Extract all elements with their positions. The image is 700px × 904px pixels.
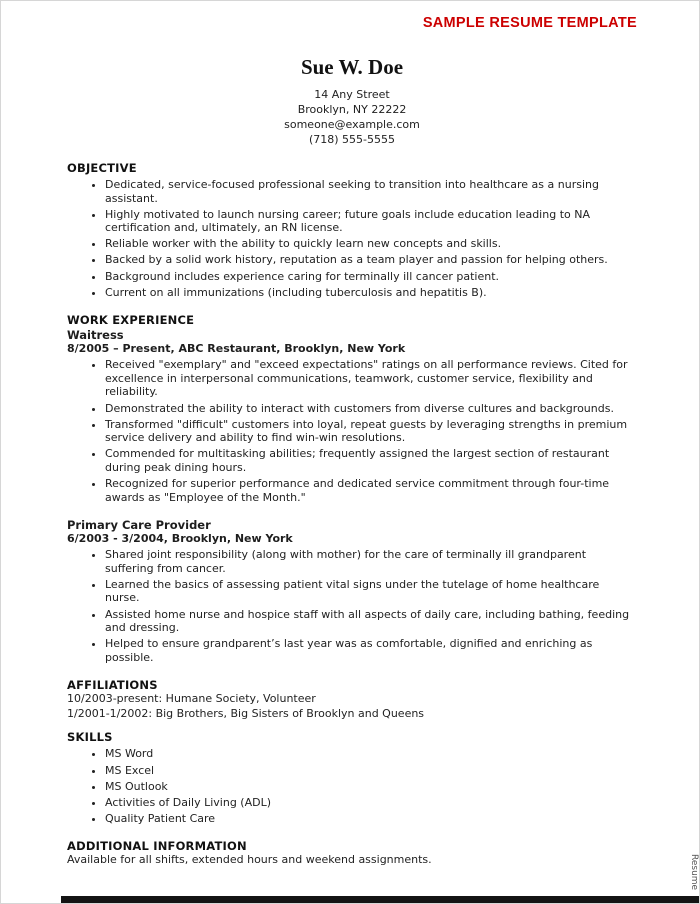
additional-information-text: Available for all shifts, extended hours and weekend assignments.: [67, 853, 432, 867]
section-affiliations: [67, 678, 637, 721]
section-skills: [67, 730, 637, 825]
phone-text: (718) 555-5555: [308, 133, 396, 146]
bullet-item: • Activities of Daily Living (ADL): [105, 796, 637, 810]
bullet-item: • Background includes experience caring for terminally ill cancer patient.: [105, 270, 637, 284]
resume-header: [67, 55, 637, 147]
bullet-item: • Received "exemplary" and "exceed expectations" ratings on all performance reviews. Cited for excellence in interpersonal communications, teamwork, customer service, flexibility and reliability.: [105, 358, 637, 399]
affiliation-line: 1/2001-1/2002: Big Brothers, Big Sisters of Brooklyn and Queens: [67, 706, 425, 720]
bullet-item: • Shared joint responsibility (along with mother) for the care of terminally ill grandparent suffering from cancer.: [105, 548, 637, 575]
section-additional-information: [67, 839, 637, 868]
bullet-item: • Commended for multitasking abilities; frequently assigned the largest section of restaurant during peak dining hours.: [105, 447, 637, 474]
bullet-item: • MS Word: [105, 747, 637, 761]
sample-banner-title: SAMPLE RESUME TEMPLATE: [422, 15, 637, 31]
person-name: Sue W. Doe: [300, 55, 404, 79]
bullet-item: • Transformed "difficult" customers into loyal, repeat guests by leveraging strengths in premium service delivery and ability to find win-win resolutions.: [105, 418, 637, 445]
objective-list: [67, 178, 637, 299]
bullet-item: • Reliable worker with the ability to quickly learn new concepts and skills.: [105, 237, 637, 251]
job-meta: 6/2003 - 3/2004, Brooklyn, New York: [67, 532, 293, 546]
bottom-bar: [61, 896, 699, 903]
job-bullet-list: [67, 358, 637, 504]
job-meta: 8/2005 – Present, ABC Restaurant, Brooklyn, New York: [67, 342, 406, 356]
affiliations-heading: AFFILIATIONS: [67, 678, 158, 693]
section-objective: [67, 161, 637, 299]
skills-heading: SKILLS: [67, 730, 113, 745]
job-waitress: [67, 328, 637, 504]
bullet-item: • Quality Patient Care: [105, 812, 637, 826]
address-line-2: Brooklyn, NY 22222: [297, 103, 407, 116]
job-primary-care-provider: [67, 518, 637, 664]
bullet-item: • Helped to ensure grandparent’s last year was as comfortable, dignified and enriching as possible.: [105, 637, 637, 664]
bullet-item: • Demonstrated the ability to interact with customers from diverse cultures and backgrounds.: [105, 402, 637, 416]
objective-heading: OBJECTIVE: [67, 161, 137, 175]
work-experience-heading: WORK EXPERIENCE: [67, 313, 195, 328]
bullet-item: • Current on all immunizations (including tuberculosis and hepatitis B).: [105, 286, 637, 300]
bullet-item: • Dedicated, service-focused professional seeking to transition into healthcare as a nursing assistant.: [105, 178, 637, 205]
bullet-item: • Assisted home nurse and hospice staff with all aspects of daily care, including bathing, feeding and dressing.: [105, 608, 637, 635]
bullet-item: • Backed by a solid work history, reputation as a team player and passion for helping others.: [105, 253, 637, 267]
additional-information-heading: ADDITIONAL INFORMATION: [67, 839, 247, 854]
bullet-item: • MS Outlook: [105, 780, 637, 794]
email-text: someone@example.com: [284, 118, 420, 131]
resume-watermark-label: Resume: [689, 853, 699, 890]
bullet-item: • Learned the basics of assessing patient vital signs under the tutelage of home healthcare nurse.: [105, 578, 637, 605]
bullet-item: • Recognized for superior performance and dedicated service commitment through four-time awards as "Employee of the Month.": [105, 477, 637, 504]
job-bullet-list: [67, 548, 637, 664]
affiliation-line: 10/2003-present: Humane Society, Volunteer: [67, 692, 316, 706]
job-title: Primary Care Provider: [67, 518, 211, 533]
address-line-1: 14 Any Street: [314, 88, 390, 101]
skills-list: [67, 747, 637, 825]
bullet-item: • MS Excel: [105, 764, 637, 778]
section-work-experience: [67, 313, 637, 664]
job-title: Waitress: [67, 328, 124, 343]
bullet-item: • Highly motivated to launch nursing career; future goals include education leading to NA certification and, ultimately, an RN license.: [105, 208, 637, 235]
